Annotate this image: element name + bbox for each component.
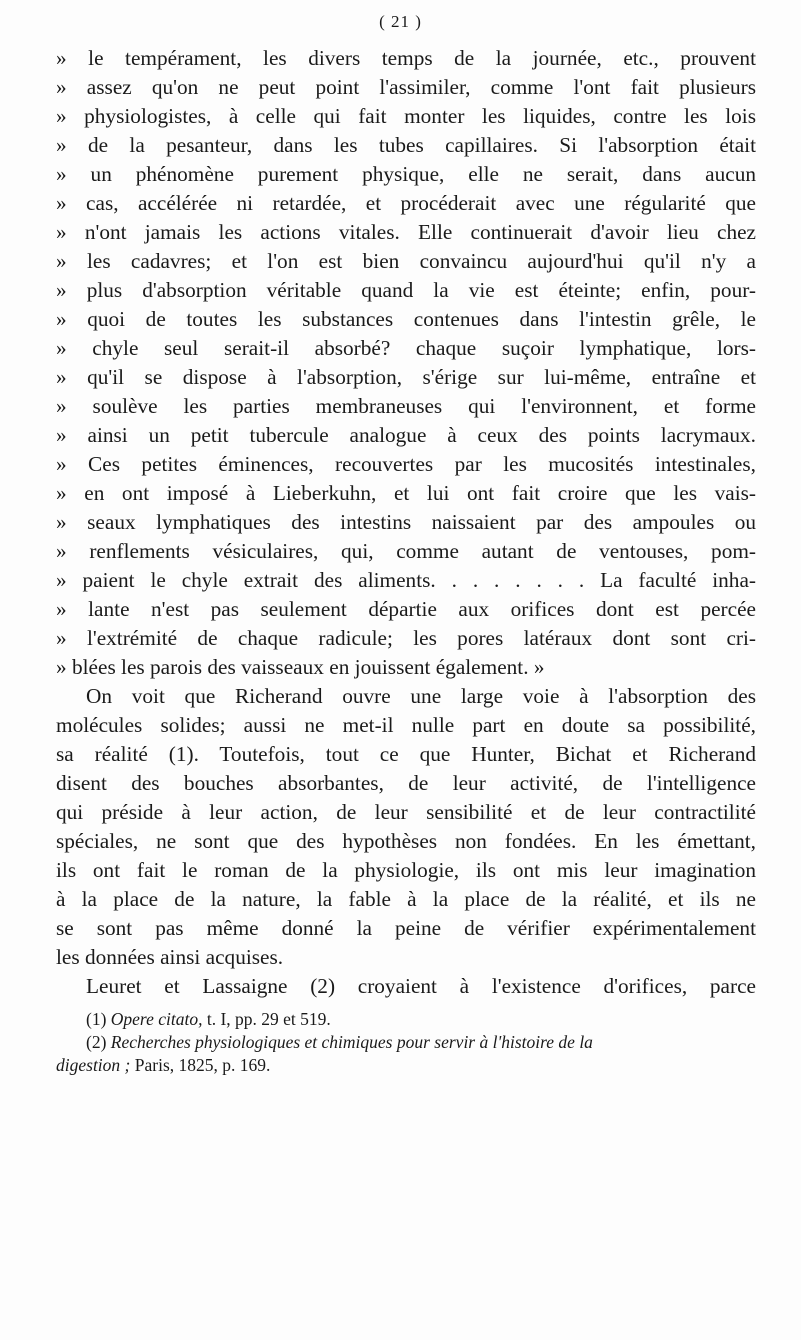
quote-line: » renflements vésiculaires, qui, comme autant de ventouses, pom- [56,539,756,563]
quote-line: » un phénomène purement physique, elle ne serait, dans aucun [56,162,756,186]
footnote-2-continued [56,1054,726,1076]
quote-line: » ainsi un petit tubercule analogue à ceux des points lacrymaux. [56,423,756,447]
footnote-text: Paris, 1825, p. 169. [134,1055,271,1075]
footnote-title: Recherches physiologiques et chimiques pour servir à l'histoire de la [110,1032,593,1052]
body-line: se sont pas même donné la peine de vérifier expérimentalement [56,916,756,940]
quote-line: » le tempérament, les divers temps de la journée, etc., prouvent [56,46,756,70]
quote-line: » paient le chyle extrait des aliments. . . . . . . . La faculté inha- [56,568,756,592]
body-line: On voit que Richerand ouvre une large voie à l'absorption des [86,684,756,708]
body-line: molécules solides; aussi ne met-il nulle part en doute sa possibilité, [56,713,756,737]
body-line: spéciales, ne sont que des hypothèses non fondées. En les émettant, [56,829,756,853]
quote-line: » seaux lymphatiques des intestins naissaient par des ampoules ou [56,510,756,534]
footnote-title: Opere citato, [110,1009,203,1029]
body-line: disent des bouches absorbantes, de leur activité, de l'intelligence [56,771,756,795]
quote-line: » les cadavres; et l'on est bien convaincu aujourd'hui qu'il n'y a [56,249,756,273]
footnote-1 [86,1008,756,1030]
quote-line: » l'extrémité de chaque radicule; les pores latéraux dont sont cri- [56,626,756,650]
body-line: sa réalité (1). Toutefois, tout ce que Hunter, Bichat et Richerand [56,742,756,766]
footnote-number: (1) [86,1009,107,1029]
page-number: ( 21 ) [379,12,422,31]
footnote-2 [86,1031,756,1053]
quote-line: » plus d'absorption véritable quand la vie est éteinte; enfin, pour- [56,278,756,302]
quote-line: » chyle seul serait-il absorbé? chaque suçoir lymphatique, lors- [56,336,756,360]
body-line: qui préside à leur action, de leur sensibilité et de leur contractilité [56,800,756,824]
quote-line: » cas, accélérée ni retardée, et procéderait avec une régularité que [56,191,756,215]
quote-line: » en ont imposé à Lieberkuhn, et lui ont fait croire que les vais- [56,481,756,505]
quote-line: » blées les parois des vaisseaux en jouissent également. » [56,655,545,679]
footnote-title: digestion ; [56,1055,131,1075]
quote-line: » n'ont jamais les actions vitales. Elle continuerait d'avoir lieu chez [56,220,756,244]
body-line: les données ainsi acquises. [56,945,284,969]
quote-line: » Ces petites éminences, recouvertes par les mucosités intestinales, [56,452,756,476]
quote-line: » assez qu'on ne peut point l'assimiler, comme l'ont fait plusieurs [56,75,756,99]
footnote-number: (2) [86,1032,107,1052]
quote-line: » physiologistes, à celle qui fait monter les liquides, contre les lois [56,104,756,128]
quote-line: » de la pesanteur, dans les tubes capillaires. Si l'absorption était [56,133,756,157]
body-line: Leuret et Lassaigne (2) croyaient à l'existence d'orifices, parce [86,974,756,998]
quote-line: » qu'il se dispose à l'absorption, s'érige sur lui-même, entraîne et [56,365,756,389]
footnote-text: t. I, pp. 29 et 519. [206,1009,331,1029]
body-line: à la place de la nature, la fable à la place de la réalité, et ils ne [56,887,756,911]
body-line: ils ont fait le roman de la physiologie, ils ont mis leur imagination [56,858,756,882]
quote-line: » lante n'est pas seulement départie aux orifices dont est percée [56,597,756,621]
quote-line: » soulève les parties membraneuses qui l'environnent, et forme [56,394,756,418]
quote-line: » quoi de toutes les substances contenues dans l'intestin grêle, le [56,307,756,331]
